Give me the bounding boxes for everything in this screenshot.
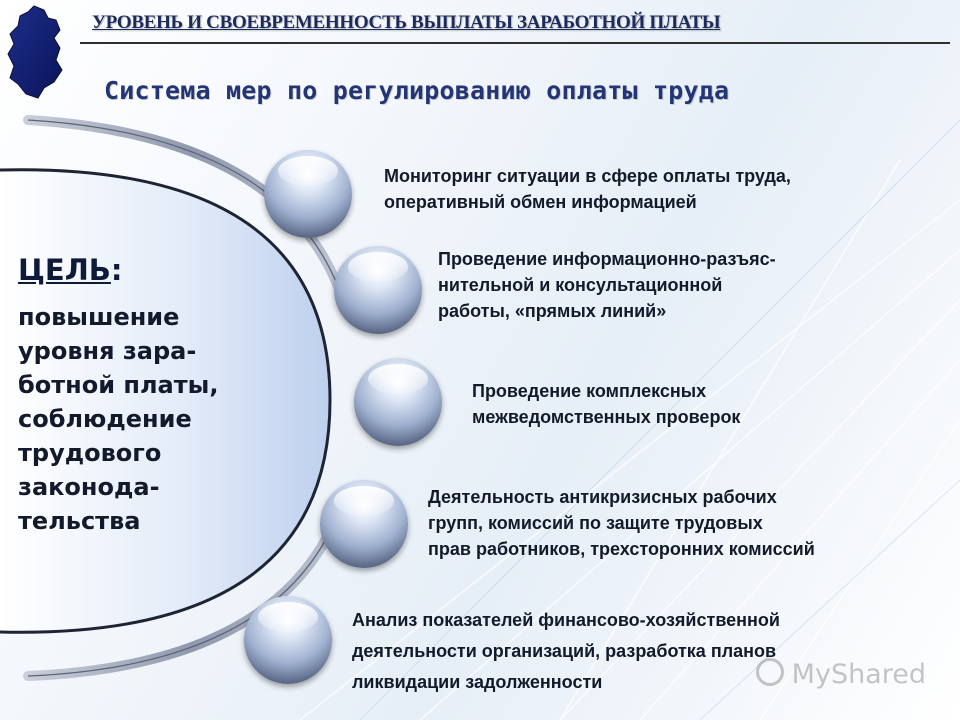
sphere-bullet-icon <box>354 358 442 446</box>
measure-item-inspections: Проведение комплексных межведомственных проверок <box>472 381 741 427</box>
watermark <box>756 658 926 690</box>
watermark-text: MyShared <box>791 659 926 690</box>
sphere-bullet-icon <box>244 596 332 684</box>
sphere-bullet-icon <box>334 246 422 334</box>
header-title: УРОВЕНЬ И СВОЕВРЕМЕННОСТЬ ВЫПЛАТЫ ЗАРАБОТНОЙ ПЛАТЫ <box>92 12 721 33</box>
goal-label-word: ЦЕЛЬ <box>18 253 111 287</box>
measure-item-commissions: Деятельность антикризисных рабочих групп, комиссий по защите трудовых прав работников, трехсторонних комиссий <box>428 487 815 559</box>
goal-label-colon: : <box>110 253 123 287</box>
sphere-bullet-icon <box>320 480 408 568</box>
sphere-bullet-icon <box>264 150 352 238</box>
measure-item-information: Проведение информационно-разъяс- нительной и консультационной работы, «прямых линий» <box>438 249 776 321</box>
myshared-logo-icon <box>756 658 784 686</box>
page-subtitle: Система мер по регулированию оплаты труда <box>104 76 730 105</box>
goal-text: повышение уровня зара- ботной платы, соблюдение трудового законода- тельства <box>18 303 219 535</box>
goal-block <box>18 248 298 538</box>
measure-item-monitoring: Мониторинг ситуации в сфере оплаты труда, оперативный обмен информацией <box>384 166 791 212</box>
measure-item-analysis: Анализ показателей финансово-хозяйственной деятельности организаций, разработка планов ликвидации задолженности <box>352 610 780 692</box>
goal-label <box>18 248 298 292</box>
